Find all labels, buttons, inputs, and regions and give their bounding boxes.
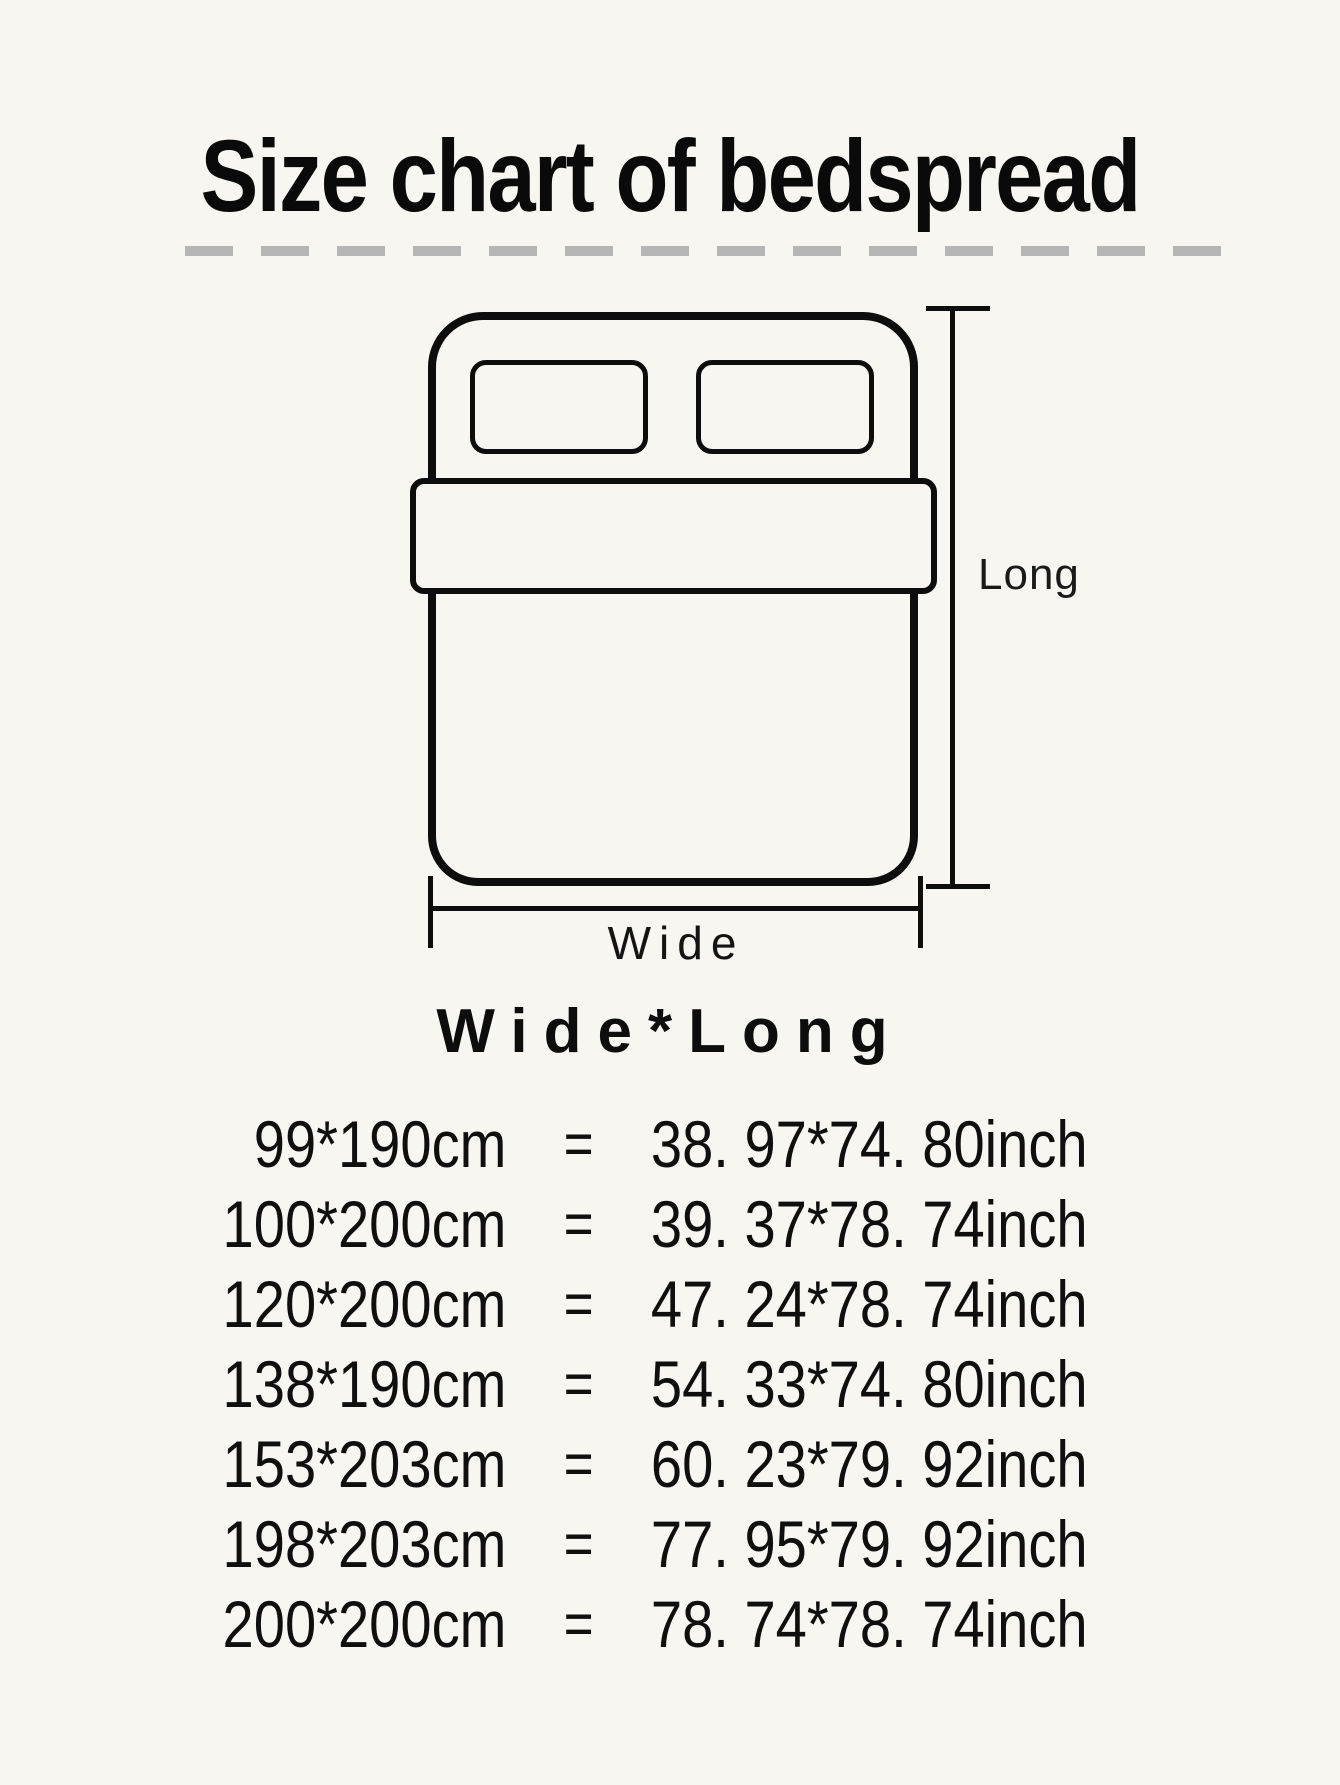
page-title: Size chart of bedspread <box>200 119 1140 233</box>
title-underline-dashes <box>185 246 1231 256</box>
size-inch: 39. 37*78. 74inch <box>650 1187 1088 1261</box>
equals-sign: = <box>563 1190 594 1257</box>
size-cm: 138*190cm <box>222 1347 507 1421</box>
table-row <box>101 1264 1240 1344</box>
wide-dimension-line <box>430 906 922 911</box>
long-dimension-cap-top <box>926 306 990 311</box>
size-cm: 200*200cm <box>222 1587 507 1661</box>
pillow-left <box>470 360 648 454</box>
pillow-right <box>696 360 874 454</box>
equals-sign: = <box>563 1510 594 1577</box>
size-inch: 60. 23*79. 92inch <box>650 1427 1088 1501</box>
equals-sign: = <box>563 1110 594 1177</box>
bedspread-band <box>410 478 937 594</box>
table-row <box>101 1424 1240 1504</box>
size-inch: 78. 74*78. 74inch <box>650 1587 1088 1661</box>
size-cm: 198*203cm <box>222 1507 507 1581</box>
size-cm: 153*203cm <box>222 1427 507 1501</box>
size-inch: 38. 97*74. 80inch <box>650 1107 1088 1181</box>
size-inch: 77. 95*79. 92inch <box>650 1507 1088 1581</box>
equals-sign: = <box>563 1430 594 1497</box>
long-dimension-line <box>950 308 955 886</box>
equals-sign: = <box>563 1590 594 1657</box>
long-dimension-cap-bottom <box>926 884 990 889</box>
size-inch: 54. 33*74. 80inch <box>650 1347 1088 1421</box>
long-label: Long <box>978 550 1080 599</box>
size-table <box>101 1104 1240 1664</box>
table-heading: Wide*Long <box>436 997 904 1066</box>
size-cm: 100*200cm <box>222 1187 507 1261</box>
table-row <box>101 1504 1240 1584</box>
size-cm: 99*190cm <box>253 1107 507 1181</box>
size-inch: 47. 24*78. 74inch <box>650 1267 1088 1341</box>
table-row <box>101 1104 1240 1184</box>
wide-label: Wide <box>607 917 745 969</box>
table-row <box>101 1584 1240 1664</box>
equals-sign: = <box>563 1270 594 1337</box>
size-cm: 120*200cm <box>222 1267 507 1341</box>
table-row <box>101 1344 1240 1424</box>
equals-sign: = <box>563 1350 594 1417</box>
table-row <box>101 1184 1240 1264</box>
